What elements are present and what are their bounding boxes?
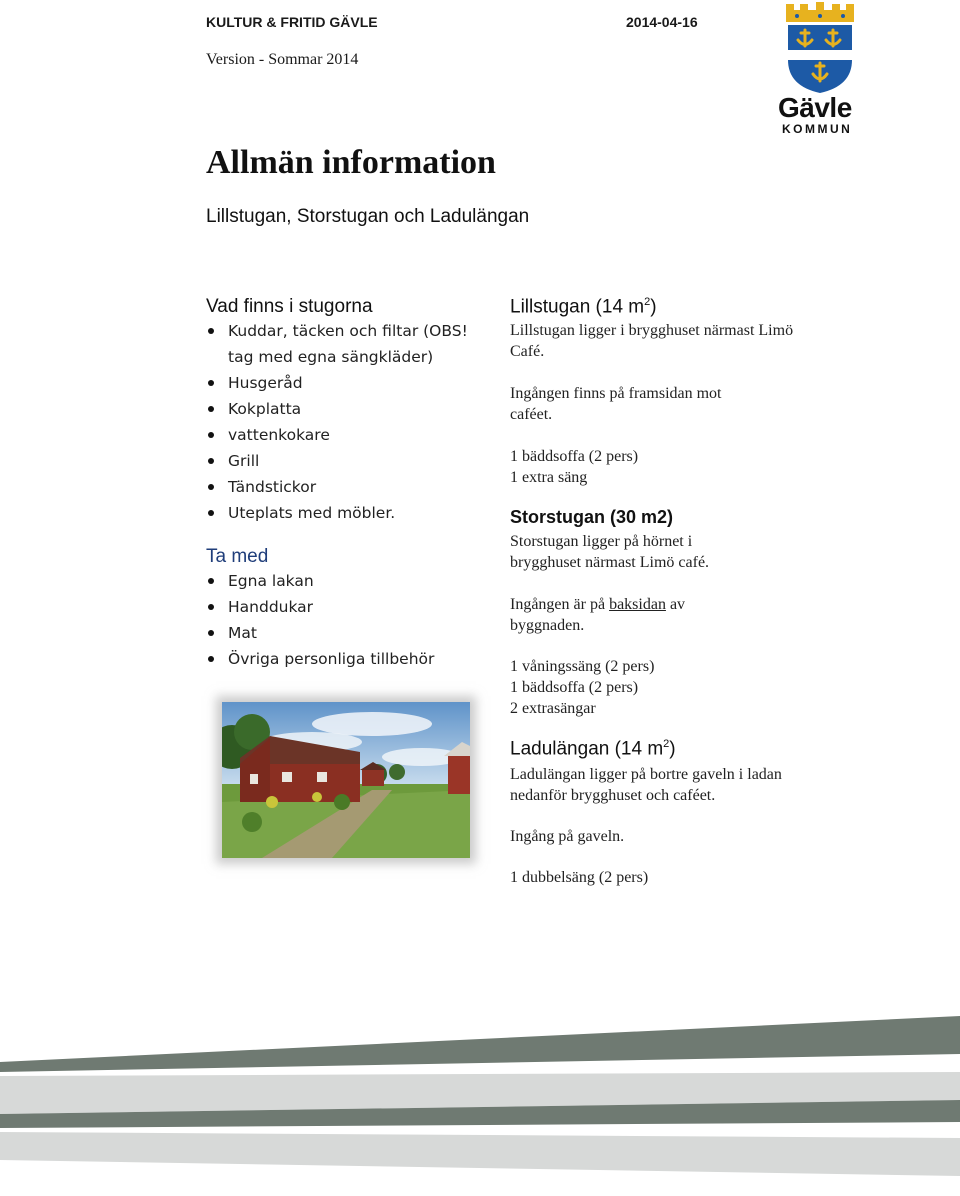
link-baksidan[interactable]: baksidan: [609, 596, 666, 613]
bed-line: 1 våningssäng (2 pers): [510, 658, 655, 675]
cabin-photo: [222, 702, 470, 858]
heading-text: ): [669, 738, 676, 760]
storstugan-beds: [510, 656, 800, 719]
lillstugan-beds: [510, 446, 800, 488]
superscript: 2: [644, 296, 651, 308]
bed-line: 1 bäddsoffa (2 pers): [510, 448, 639, 465]
ladulangan-location: Ladulängan ligger på bortre gaveln i ladan nedanför brygghuset och caféet.: [510, 766, 782, 804]
list-item: Handdukar: [206, 594, 496, 620]
list-item: vattenkokare: [206, 422, 496, 448]
list-item: Övriga personliga tillbehör: [206, 646, 496, 672]
section-heading-bring: Ta med: [206, 546, 269, 567]
list-item: Husgeråd: [206, 370, 496, 396]
heading-storstugan: Storstugan (30 m2): [510, 507, 674, 527]
footer-band: [0, 1016, 960, 1072]
page-subtitle: Lillstugan, Storstugan och Ladulängan: [206, 206, 530, 227]
superscript: 2: [663, 738, 670, 750]
ladulangan-beds: 1 dubbelsäng (2 pers): [510, 869, 649, 886]
section-heading-equipment: Vad finns i stugorna: [206, 296, 373, 317]
header-version: Version - Sommar 2014: [206, 51, 359, 68]
list-item: Egna lakan: [206, 568, 496, 594]
text: Ingången är på: [510, 596, 610, 613]
list-item: Kokplatta: [206, 396, 496, 422]
cabin-photo-illustration: [222, 702, 470, 858]
bed-line: 1 bäddsoffa (2 pers): [510, 679, 639, 696]
page-title: Allmän information: [206, 144, 496, 181]
list-item: Kuddar, täcken och filtar (OBS! tag med egna sängkläder): [206, 318, 496, 370]
logo-wordmark: Gävle: [778, 92, 852, 123]
heading-lillstugan: [510, 296, 800, 318]
equipment-list: [206, 318, 496, 526]
list-item: Mat: [206, 620, 496, 646]
list-item: Tändstickor: [206, 474, 496, 500]
bed-line: 1 extra säng: [510, 469, 588, 486]
gavle-kommun-logo: [770, 0, 870, 140]
list-item: Grill: [206, 448, 496, 474]
bring-list: [206, 568, 496, 672]
heading-text: Lillstugan (14 m: [510, 296, 645, 318]
footer-decoration: [0, 1010, 960, 1196]
text: av byggnaden.: [510, 596, 686, 634]
storstugan-location: Storstugan ligger på hörnet i brygghuset närmast Limö café.: [510, 533, 710, 571]
header-date: 2014-04-16: [626, 14, 698, 30]
footer-band: [0, 1132, 960, 1176]
heading-ladulangan: [510, 738, 830, 760]
lillstugan-location: Lillstugan ligger i brygghuset närmast Limö Café.: [510, 322, 794, 360]
coat-of-arms-icon: [770, 0, 870, 95]
header-organization: KULTUR & FRITID GÄVLE: [206, 14, 378, 30]
storstugan-entrance: [510, 594, 740, 636]
bed-line: 2 extrasängar: [510, 700, 596, 717]
list-item: Uteplats med möbler.: [206, 500, 496, 526]
heading-text: ): [650, 296, 657, 318]
ladulangan-entrance: Ingång på gaveln.: [510, 828, 625, 845]
logo-subtitle: KOMMUN: [782, 122, 853, 136]
heading-text: Ladulängan (14 m: [510, 738, 664, 760]
lillstugan-entrance: Ingången finns på framsidan mot caféet.: [510, 385, 722, 423]
